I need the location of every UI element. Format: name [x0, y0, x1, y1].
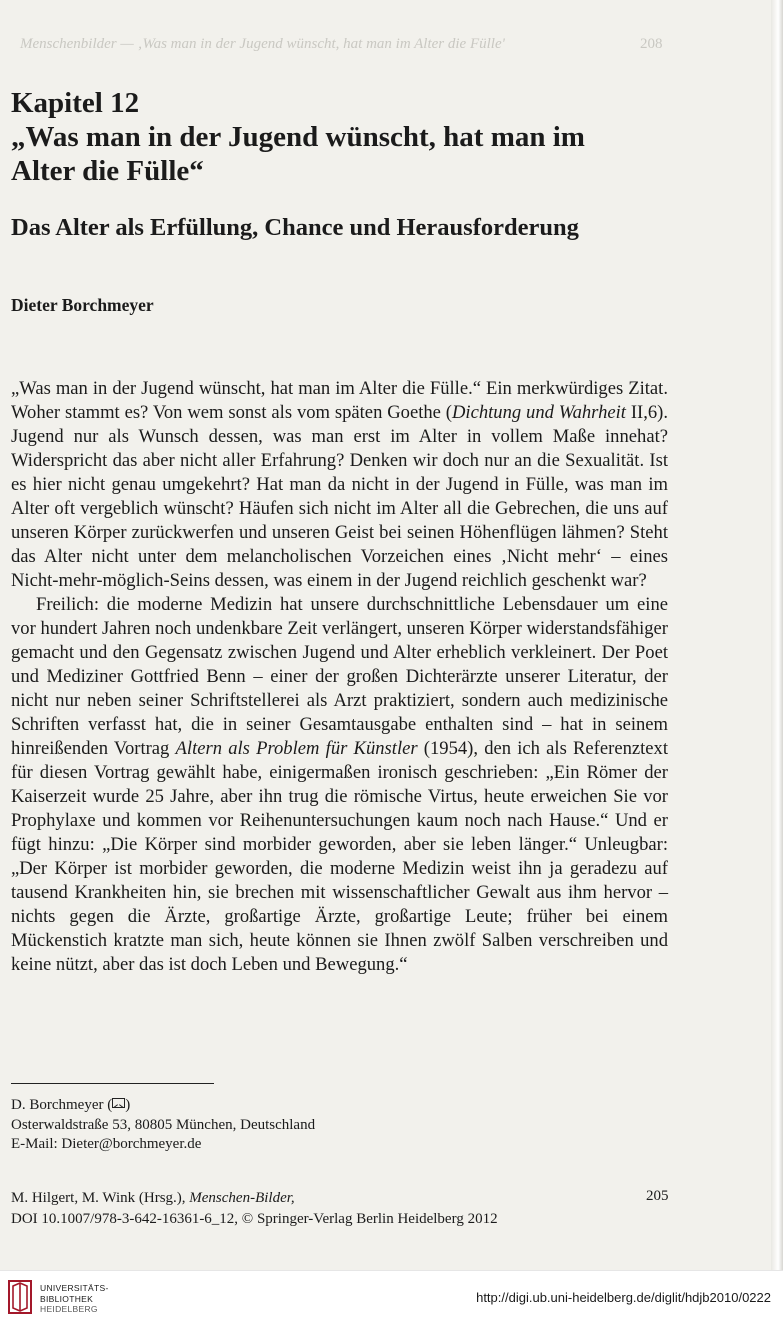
body-text	[11, 377, 668, 977]
citation-editors: M. Hilgert, M. Wink (Hrsg.),	[11, 1190, 190, 1206]
library-logo-text	[40, 1283, 109, 1315]
footnote-paren: )	[125, 1097, 131, 1113]
paragraph-1-text-a: „Was man in der Jugend wünscht, hat man im Alter die Fülle.“ Ein merkwürdiges Zitat. Woher stammt es? Von wem sonst als vom späten Goethe (	[11, 378, 668, 423]
footnote-address: Osterwaldstraße 53, 80805 München, Deutschland	[11, 1116, 316, 1133]
chapter-label: Kapitel 12	[11, 87, 140, 119]
logo-line-3: HEIDELBERG	[40, 1304, 98, 1314]
chapter-title-line-2: Alter die Fülle“	[11, 155, 204, 187]
bleed-through-running-head: Menschenbilder — ‚Was man in der Jugend wünscht, hat man im Alter die Fülle'	[20, 36, 505, 52]
logo-line-1: UNIVERSITÄTS-	[40, 1283, 109, 1293]
paragraph-2-text-a: Freilich: die moderne Medizin hat unsere durchschnittliche Lebensdauer um eine vor hundert Jahren noch undenkbare Zeit verlängert, unseren Körper widerstandsfähiger gemacht und den Gegensatz zwischen Jugend und Alter erheblich verkleinert. Der Poet und Mediziner Gottfried Benn – einer der großen Dichterärzte unserer Literatur, der nicht nur neben seiner Schriftstellerei als Arzt praktiziert, sondern auch medizinische Schriften verfasst hat, die in seiner Gesamtausgabe enthalten sind – hat in seinem hinreißenden Vortrag	[11, 594, 668, 759]
paragraph-1	[11, 377, 668, 593]
library-footer-bar	[0, 1270, 783, 1328]
chapter-heading	[11, 86, 691, 188]
university-library-logo-icon	[8, 1280, 32, 1314]
footnote-divider	[11, 1083, 214, 1084]
envelope-icon	[112, 1098, 125, 1108]
paragraph-1-text-b: II,6). Jugend nur als Wunsch dessen, was man erst im Alter in vollem Maße innehat? Widerspricht das aber nicht aller Erfahrung? Denken wir doch nur an die Sexualität. Ist es hier nicht genau umgekehrt? Hat man da nicht in der Jugend in Fülle, was man im Alter oft vergeblich wünscht? Häufen sich nicht im Alter all die Gebrechen, die uns auf unseren Körper zurückwerfen und unseren Geist bei seinen Höhenflügen lähmen? Steht das Alter nicht unter dem melancholischen Vorzeichen eines ‚Nicht mehr‘ – eines Nicht-mehr-möglich-Seins dessen, was einem in der Jugend reichlich geschenkt war?	[11, 402, 669, 591]
page-number: 205	[646, 1188, 669, 1204]
footnote-author-line	[11, 1096, 315, 1116]
work-title-altern-als-problem: Altern als Problem für Künstler	[175, 738, 418, 759]
paragraph-2-text-b: (1954), den ich als Referenztext für diesen Vortrag gewählt habe, einigermaßen ironisch geschrieben: „Ein Römer der Kaiserzeit wurde 25 Jahre, aber ihn trug die römische Virtus, heute erweichen Sie vor Prophylaxe und kommen vor Reihenuntersuchungen kaum noch nach Hause.“ Und er fügt hinzu: „Die Körper sind morbider geworden, aber sie leben länger.“ Unleugbar: „Der Körper ist morbider geworden, die moderne Medizin weist ihn ja geradezu auf tausend Krankheiten hin, sie brechen mit wissenschaftlicher Gewalt aus ihm hervor – nichts gegen die Ärzte, großartige Ärzte, großartige Leute; früher bei einem Mückenstich kratzte man sich, heute können sie Ihnen zwölf Salben verschreiben und keine nützt, aber das ist doch Leben und Bewegung.“	[11, 738, 668, 975]
permalink-url[interactable]: http://digi.ub.uni-heidelberg.de/diglit/hdjb2010/0222	[476, 1290, 771, 1305]
bleed-through-page-number: 208	[640, 36, 663, 52]
footnote-email: E-Mail: Dieter@borchmeyer.de	[11, 1136, 202, 1152]
logo-line-2: BIBLIOTHEK	[40, 1293, 94, 1304]
citation-book-title: Menschen-Bilder,	[189, 1190, 295, 1206]
work-title-dichtung-und-wahrheit: Dichtung und Wahrheit	[451, 402, 626, 423]
book-citation	[11, 1188, 498, 1230]
footnote-author: D. Borchmeyer (	[11, 1097, 113, 1113]
chapter-title-line-1: „Was man in der Jugend wünscht, hat man im	[11, 121, 585, 153]
page-edge	[771, 0, 783, 1270]
author-name: Dieter Borchmeyer	[11, 295, 154, 315]
citation-doi: DOI 10.1007/978-3-642-16361-6_12, © Springer-Verlag Berlin Heidelberg 2012	[11, 1211, 498, 1227]
author-footnote	[11, 1096, 315, 1155]
paragraph-2	[11, 593, 668, 977]
citation-line-1	[11, 1188, 498, 1209]
chapter-subtitle: Das Alter als Erfüllung, Chance und Herausforderung	[11, 214, 579, 241]
